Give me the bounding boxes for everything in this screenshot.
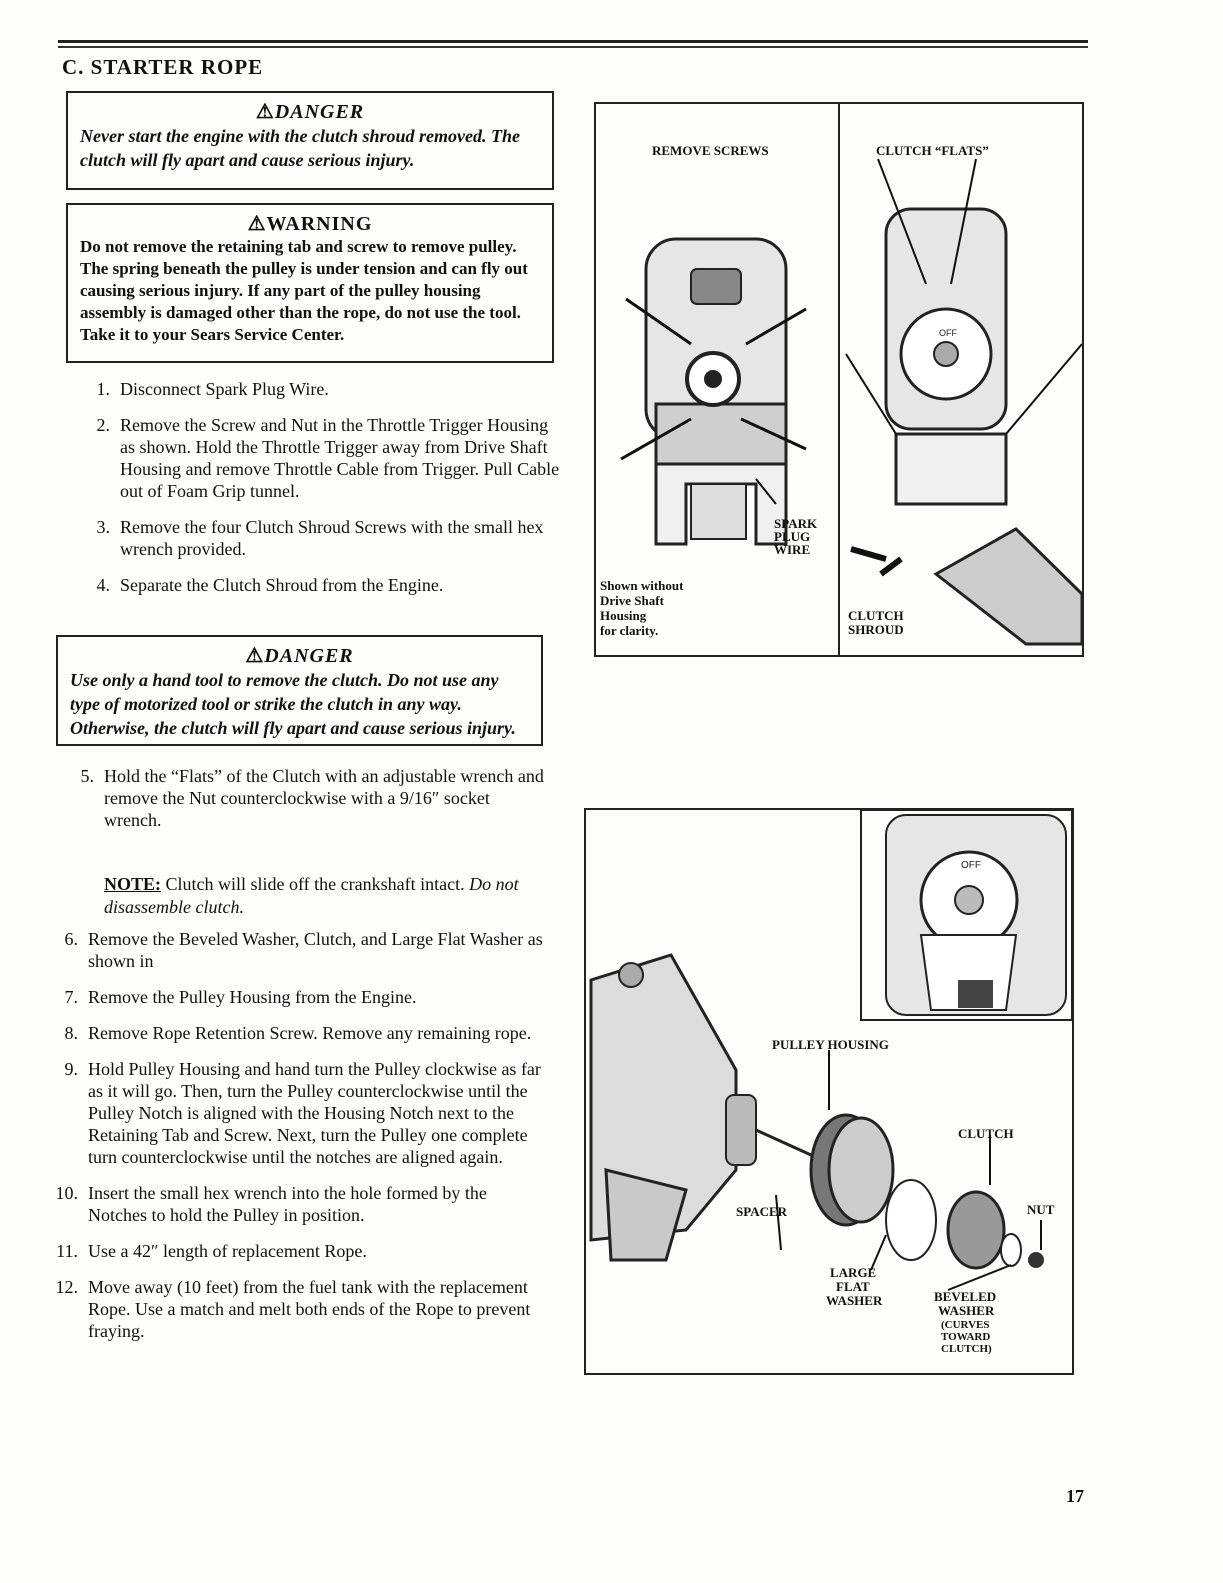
note-emphasis: Do not disassemble clutch. <box>104 874 519 917</box>
step-number: 7. <box>64 987 78 1007</box>
caption-spark: SPARK <box>774 516 818 531</box>
steps-list-a <box>82 378 562 610</box>
step-item <box>50 928 545 972</box>
step-number: 11. <box>56 1241 78 1261</box>
step-number: 9. <box>64 1059 78 1079</box>
section-title: C. STARTER ROPE <box>62 55 264 79</box>
step-text: Remove the Beveled Washer, Clutch, and Large Flat Washer as shown in <box>88 929 543 971</box>
step-text: Hold Pulley Housing and hand turn the Pulley clockwise as far as it will go. Then, turn the Pulley counterclockwise until the Pulley Notch is aligned with the Housing Notch next to the Retaining Tab and Screw. Next, turn the Pulley one complete turn counterclockwise until the notches are aligned again. <box>88 1059 541 1167</box>
caption-toward: TOWARD <box>941 1331 991 1343</box>
step-item <box>66 765 546 831</box>
step-text: Remove the Pulley Housing from the Engine. <box>88 987 417 1007</box>
warning-text: Do not remove the retaining tab and screw to remove pulley. The spring beneath the pulley is under tension and can fly out causing serious injury. If any part of the pulley housing assembly is damaged other than the rope, do not use the tool. Take it to your Sears Service Center. <box>80 237 528 344</box>
note <box>104 873 544 919</box>
steps-list-c <box>50 928 545 1356</box>
danger-heading-2: ⚠DANGER <box>245 645 354 667</box>
warning-triangle-icon: ⚠ <box>255 101 275 123</box>
step-item <box>82 378 562 400</box>
svg-text:OFF: OFF <box>961 860 981 871</box>
figure-clutch-assembly <box>584 808 1074 1375</box>
figure-clutch-shroud <box>594 102 1084 657</box>
caption-clutch-shroud-2: SHROUD <box>848 622 904 637</box>
step-text: Remove the four Clutch Shroud Screws with the small hex wrench provided. <box>120 517 544 559</box>
step-text: Use a 42″ length of replacement Rope. <box>88 1241 367 1261</box>
step-number: 4. <box>96 575 110 595</box>
caption-drive-shaft: Drive Shaft <box>600 593 664 608</box>
caption-clutch-flats: CLUTCH “FLATS” <box>876 143 989 158</box>
step-text: Insert the small hex wrench into the hole formed by the Notches to hold the Pulley in position. <box>88 1183 487 1225</box>
header-rule-thin <box>58 46 1088 48</box>
warning-box <box>66 203 554 363</box>
step-item <box>50 1182 545 1226</box>
header-rule <box>58 40 1088 43</box>
step-item <box>82 574 562 596</box>
caption-flat: FLAT <box>836 1279 870 1294</box>
step-item <box>50 1022 545 1044</box>
danger-text-2: Use only a hand tool to remove the clutch. Do not use any type of motorized tool or strike the clutch in any way. Otherwise, the clutch will fly apart and cause serious injury. <box>70 670 516 738</box>
warning-triangle-icon: ⚠ <box>245 645 265 667</box>
step-item <box>50 1276 545 1342</box>
danger-heading-1: ⚠DANGER <box>255 101 365 123</box>
caption-plug: PLUG <box>774 529 811 544</box>
figure-illustration <box>596 104 1082 655</box>
caption-for-clarity: for clarity. <box>600 623 659 638</box>
step-text: Remove the Screw and Nut in the Throttle Trigger Housing as shown. Hold the Throttle Trigger away from Drive Shaft Housing and remove Throttle Cable from Trigger. Pull Cable out of Foam Grip tunnel. <box>120 415 560 501</box>
note-text: Clutch will slide off the crankshaft intact. <box>161 874 470 894</box>
caption-beveled: BEVELED <box>934 1289 997 1304</box>
step-text: Disconnect Spark Plug Wire. <box>120 379 329 399</box>
page-number: 17 <box>1066 1486 1084 1506</box>
caption-curves: (CURVES <box>941 1319 990 1331</box>
caption-pulley-housing: PULLEY HOUSING <box>772 1037 889 1052</box>
step-text: Hold the “Flats” of the Clutch with an adjustable wrench and remove the Nut counterclockwise with a 9/16″ socket wrench. <box>104 766 544 830</box>
caption-clutch-shroud-1: CLUTCH <box>848 608 904 623</box>
step-item <box>82 516 562 560</box>
danger-box-1 <box>66 91 554 190</box>
step-number: 2. <box>96 415 110 435</box>
caption-clutch-paren: CLUTCH) <box>941 1343 992 1355</box>
caption-beveled-washer: WASHER <box>938 1303 995 1318</box>
caption-nut: NUT <box>1027 1202 1055 1217</box>
caption-wire: WIRE <box>774 542 811 557</box>
step-item <box>50 986 545 1008</box>
caption-clutch: CLUTCH <box>958 1126 1014 1141</box>
danger-box-2 <box>56 635 543 746</box>
step-number: 5. <box>80 766 94 786</box>
danger-text-1: Never start the engine with the clutch shroud removed. The clutch will fly apart and cause serious injury. <box>80 126 521 170</box>
step-number: 3. <box>96 517 110 537</box>
step-text: Move away (10 feet) from the fuel tank with the replacement Rope. Use a match and melt both ends of the Rope to prevent fraying. <box>88 1277 531 1341</box>
step-item <box>50 1058 545 1168</box>
step-number: 8. <box>64 1023 78 1043</box>
steps-list-b <box>66 765 546 845</box>
caption-spacer: SPACER <box>736 1204 788 1219</box>
step-text: Remove Rope Retention Screw. Remove any remaining rope. <box>88 1023 532 1043</box>
step-number: 12. <box>55 1277 78 1297</box>
step-item <box>50 1240 545 1262</box>
step-number: 6. <box>64 929 78 949</box>
caption-remove-screws: REMOVE SCREWS <box>652 143 769 158</box>
step-text: Separate the Clutch Shroud from the Engine. <box>120 575 444 595</box>
note-label: NOTE: <box>104 874 162 894</box>
warning-heading: ⚠WARNING <box>247 213 373 235</box>
caption-large: LARGE <box>830 1265 877 1280</box>
step-number: 1. <box>96 379 110 399</box>
svg-text:OFF: OFF <box>939 328 957 338</box>
caption-housing: Housing <box>600 608 647 623</box>
caption-shown-without: Shown without <box>600 578 684 593</box>
warning-triangle-icon: ⚠ <box>247 213 267 235</box>
figure-illustration <box>586 810 1072 1373</box>
caption-washer: WASHER <box>826 1293 883 1308</box>
step-number: 10. <box>55 1183 78 1203</box>
step-item <box>82 414 562 502</box>
